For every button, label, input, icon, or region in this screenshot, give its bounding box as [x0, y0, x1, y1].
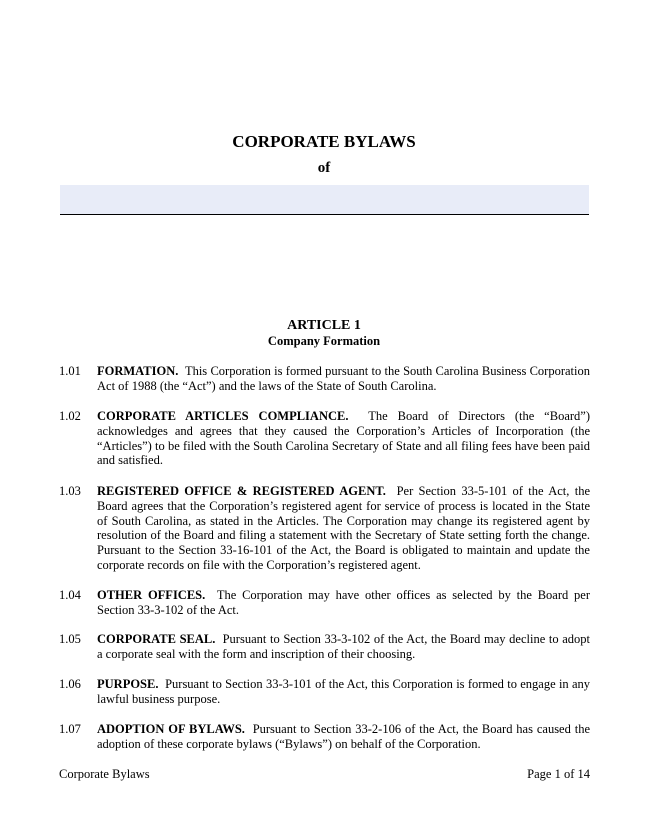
section-heading: ADOPTION OF BYLAWS.	[97, 722, 245, 736]
section-1-05	[59, 632, 590, 662]
section-heading: OTHER OFFICES.	[97, 588, 206, 602]
footer-page-number: Page 1 of 14	[527, 767, 590, 781]
section-number: 1.05	[59, 632, 81, 646]
section-number: 1.01	[59, 364, 81, 378]
footer-document-name: Corporate Bylaws	[59, 767, 150, 781]
document-title: CORPORATE BYLAWS	[232, 132, 416, 151]
section-number: 1.06	[59, 677, 81, 691]
section-1-07	[59, 722, 590, 752]
section-1-03	[59, 484, 590, 573]
section-heading: FORMATION.	[97, 364, 179, 378]
section-number: 1.04	[59, 588, 81, 602]
section-number: 1.02	[59, 409, 81, 423]
section-text: Pursuant to Section 33-2-106 of the Act, the Board has caused the adoption of these corporate bylaws (“Bylaws”) on behalf of the Corporation.	[97, 722, 590, 751]
section-number: 1.03	[59, 484, 81, 498]
section-1-01	[59, 364, 590, 394]
section-1-04	[59, 588, 590, 618]
article-subheading: Company Formation	[267, 334, 381, 348]
section-heading: CORPORATE ARTICLES COMPLIANCE.	[97, 409, 349, 423]
section-1-02	[59, 409, 590, 468]
section-1-06	[59, 677, 590, 707]
section-text: Pursuant to Section 33-3-101 of the Act, this Corporation is formed to engage in any lawful business purpose.	[97, 677, 591, 706]
section-heading: REGISTERED OFFICE & REGISTERED AGENT.	[97, 484, 386, 498]
section-number: 1.07	[59, 722, 81, 736]
section-text: This Corporation is formed pursuant to the South Carolina Business Corporation Act of 1988 (the “Act”) and the laws of the State of South Carolina.	[97, 364, 590, 393]
section-heading: PURPOSE.	[97, 677, 159, 691]
section-text: The Corporation may have other offices as selected by the Board per Section 33-3-102 of the Act.	[97, 588, 591, 617]
section-text: Per Section 33-5-101 of the Act, the Board agrees that the Corporation’s registered agent for service of process is located in the State of South Carolina, as stated in the Articles. The Corporation may change its registered agent by resolution of the Board and filing a statement with the Secretary of State setting forth the change. Pursuant to the Section 33-16-101 of the Act, the Board is obligated to maintain and update the corporate records on file with the Corporation’s registered agent.	[97, 484, 590, 572]
section-text: The Board of Directors (the “Board”) acknowledges and agrees that they caused the Corporation’s Articles of Incorporation (the “Articles”) to be filed with the South Carolina Secretary of State and all filing fees have been paid and satisfied.	[97, 409, 590, 468]
section-heading: CORPORATE SEAL.	[97, 632, 216, 646]
company-name-field[interactable]	[60, 185, 589, 215]
article-heading: ARTICLE 1	[287, 318, 361, 333]
section-text: Pursuant to Section 33-3-102 of the Act, the Board may decline to adopt a corporate seal with the form and inscription of their choosing.	[97, 632, 591, 661]
document-of: of	[317, 160, 331, 176]
